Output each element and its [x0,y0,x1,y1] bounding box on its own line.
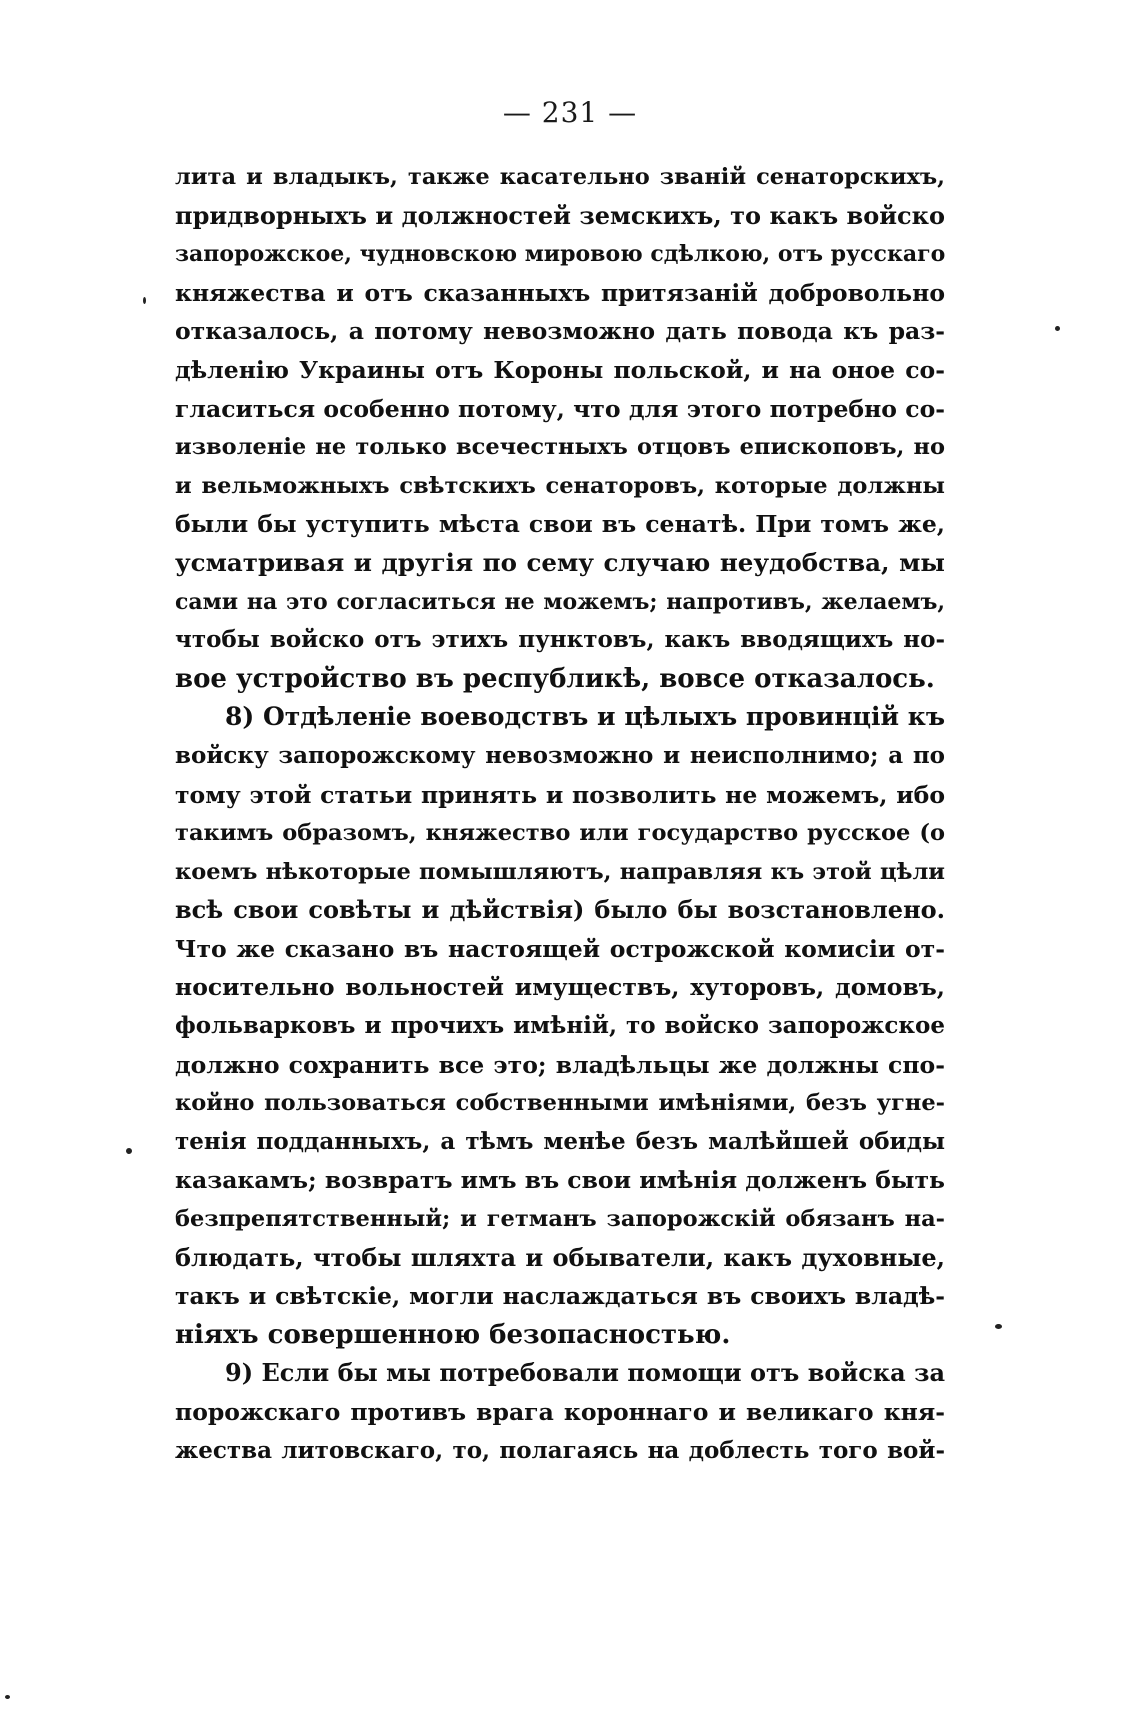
text-line: безпрепятственный; и гетманъ запорожскій обязанъ на- [175,1206,945,1233]
text-line: койно пользоваться собственными имѣніями, безъ угне- [175,1090,945,1117]
scan-speck [143,297,146,304]
text-line: тому этой статьи принять и позволить не можемъ, ибо [175,780,945,809]
text-line: лита и владыкъ, также касательно званій сенаторскихъ, [175,164,945,190]
text-line: гласиться особенно потому, что для этого потребно со- [175,394,945,423]
text-line: жества литовскаго, то, полагаясь на доблесть того вой- [175,1436,945,1464]
text-line: 9) Если бы мы потребовали помощи отъ войска за [225,1358,945,1388]
scan-speck [995,1324,1002,1329]
text-line: чтобы войско отъ этихъ пунктовъ, какъ вводящихъ но- [175,626,945,654]
text-line: 8) Отдѣленіе воеводствъ и цѣлыхъ провинцій къ [225,702,945,732]
scan-speck [5,1695,10,1699]
text-line: придворныхъ и должностей земскихъ, то какъ войско [175,200,945,230]
text-line: и вельможныхъ свѣтскихъ сенаторовъ, которые должны [175,472,945,499]
text-line: блюдать, чтобы шляхта и обыватели, какъ духовные, [175,1242,945,1272]
text-line: сами на это согласиться не можемъ; напротивъ, желаемъ, [175,588,945,615]
text-line: такъ и свѣтскіе, могли наслаждаться въ своихъ владѣ- [175,1282,945,1311]
text-line: ніяхъ совершенною безопасностью. [175,1319,731,1350]
text-line: тенія подданныхъ, а тѣмъ менѣе безъ малѣйшей обиды [175,1127,945,1155]
text-line: должно сохранить все это; владѣльцы же должны спо- [175,1050,945,1079]
text-line: вое устройство въ республикѣ, вовсе отказалось. [175,663,935,694]
scan-speck [1055,326,1060,331]
text-line: княжества и отъ сказанныхъ притязаній добровольно [175,278,945,307]
text-line: войску запорожскому невозможно и неисполнимо; а по [175,741,945,769]
text-line: такимъ образомъ, княжество или государство русское (о [175,820,945,847]
text-line: были бы уступить мѣста свои въ сенатѣ. При томъ же, [175,510,945,539]
text-line: порожскаго противъ врага короннаго и великаго кня- [175,1398,945,1426]
text-line: казакамъ; возвратъ имъ въ свои имѣнія долженъ быть [175,1166,945,1195]
text-line: всѣ свои совѣты и дѣйствія) было бы возстановлено. [175,895,945,925]
text-line: усматривая и другія по сему случаю неудобства, мы [175,547,945,577]
text-line: носительно вольностей имуществъ, хуторовъ, домовъ, [175,973,945,1002]
text-line: запорожское, чудновскою мировою сдѣлкою, отъ русскаго [175,241,946,268]
text-line: коемъ нѣкоторые помышляютъ, направляя къ этой цѣли [175,858,945,885]
text-line: Что же сказано въ настоящей острожской комисіи от- [175,934,945,963]
text-line: изволеніе не только всечестныхъ отцовъ епископовъ, но [175,434,945,461]
scan-speck [126,1148,132,1154]
text-line: отказалось, а потому невозможно дать повода къ раз- [175,317,945,346]
text-line: фольварковъ и прочихъ имѣній, то войско запорожское [175,1012,945,1040]
text-line: дѣленію Украины отъ Короны польской, и на оное со- [175,355,945,384]
body-text [175,158,945,1470]
page-number: — 231 — [502,96,638,129]
